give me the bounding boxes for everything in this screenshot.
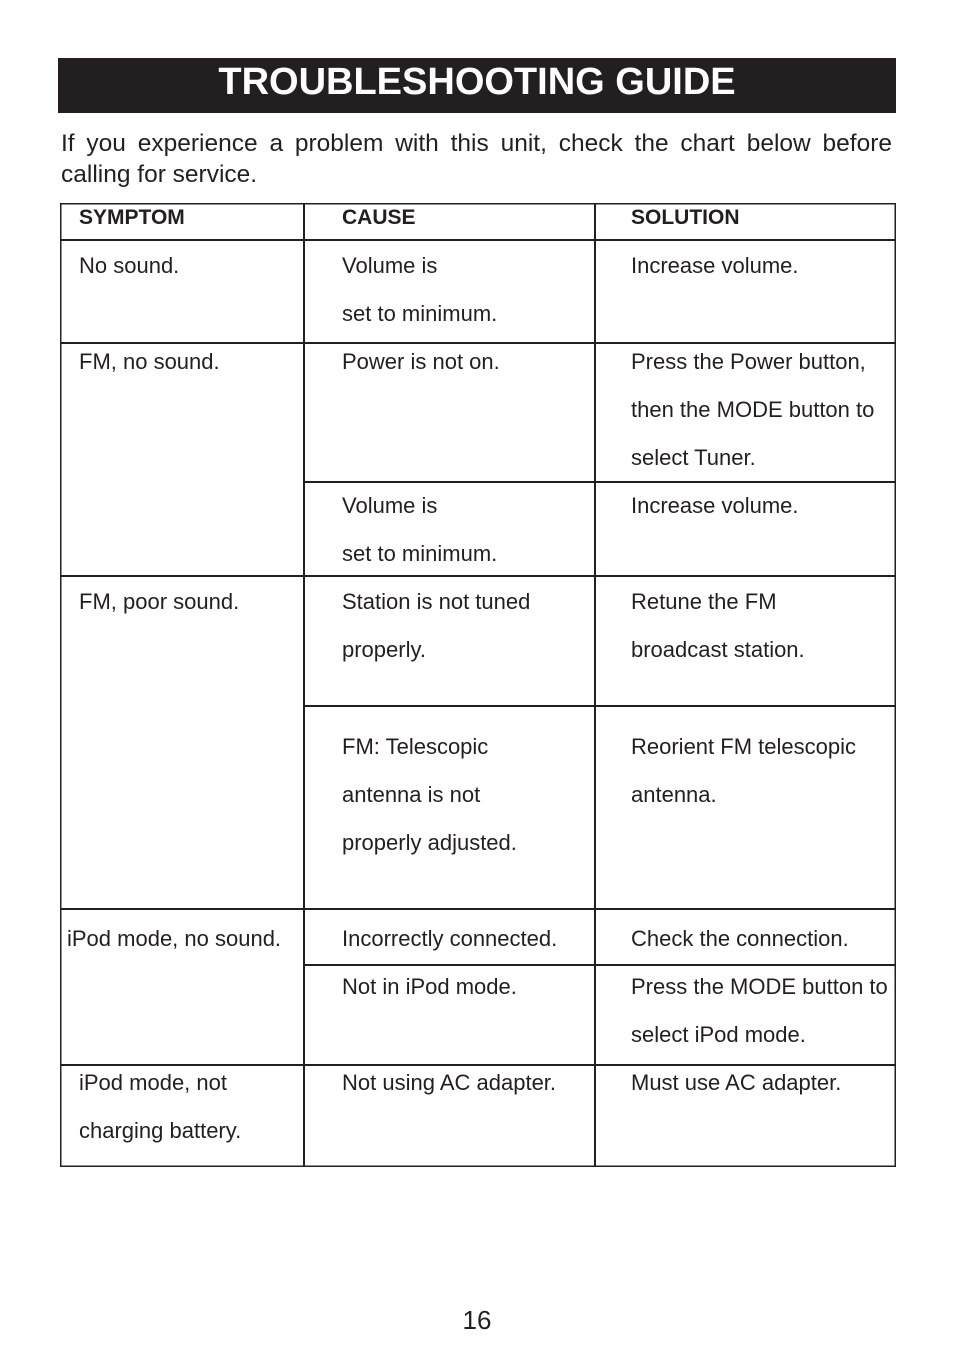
solution-cell: [631, 482, 893, 530]
cause-text: set to minimum.: [342, 301, 498, 326]
cause-cell: [342, 963, 592, 1011]
solution-text: Retune the FM: [631, 589, 777, 614]
cause-text: Power is not on.: [342, 349, 500, 374]
solution-cell: [631, 338, 893, 482]
symptom-cell: [79, 1059, 299, 1155]
solution-text: broadcast station.: [631, 637, 805, 662]
cause-cell: [342, 1059, 592, 1107]
solution-text: Must use AC adapter.: [631, 1070, 842, 1095]
cause-text: Incorrectly connected.: [342, 926, 558, 951]
solution-cell: [631, 578, 893, 674]
cause-text: properly adjusted.: [342, 830, 517, 855]
solution-cell: [631, 242, 893, 290]
cause-cell: [342, 723, 592, 867]
solution-text: antenna.: [631, 782, 717, 807]
solution-text: select Tuner.: [631, 445, 756, 470]
solution-text: Press the MODE button to: [631, 974, 888, 999]
header-solution: SOLUTION: [631, 206, 740, 229]
row-divider: [60, 239, 896, 241]
troubleshooting-table: [60, 203, 896, 1167]
symptom-text: FM, poor sound.: [79, 589, 240, 614]
cause-text: Station is not tuned: [342, 589, 531, 614]
cause-text: Not using AC adapter.: [342, 1070, 557, 1095]
cause-text: Volume is: [342, 253, 438, 278]
symptom-cell: [67, 915, 299, 963]
solution-cell: [631, 963, 893, 1059]
column-divider: [303, 203, 305, 1167]
solution-cell: [631, 723, 893, 819]
title-bar: [58, 58, 896, 113]
cause-text: antenna is not: [342, 782, 481, 807]
cause-cell: [342, 578, 592, 674]
header-symptom: SYMPTOM: [79, 206, 185, 229]
solution-text: Increase volume.: [631, 253, 799, 278]
solution-text: Reorient FM telescopic: [631, 734, 856, 759]
column-divider: [594, 203, 596, 1167]
row-divider: [60, 908, 896, 910]
solution-text: Press the Power button,: [631, 349, 866, 374]
cause-cell: [342, 915, 592, 963]
symptom-text: FM, no sound.: [79, 349, 220, 374]
symptom-cell: [79, 578, 299, 626]
solution-text: Check the connection.: [631, 926, 849, 951]
symptom-text: iPod mode, no sound.: [67, 926, 282, 951]
intro-paragraph: If you experience a problem with this unit, check the chart below before calling for service.: [61, 130, 892, 188]
cause-text: properly.: [342, 637, 426, 662]
solution-cell: [631, 915, 893, 963]
header-cause: CAUSE: [342, 206, 416, 229]
page-title: TROUBLESHOOTING GUIDE: [218, 61, 736, 103]
page-number: 16: [462, 1305, 492, 1335]
symptom-cell: [79, 338, 299, 386]
symptom-text: charging battery.: [79, 1118, 242, 1143]
symptom-text: iPod mode, not: [79, 1070, 227, 1095]
solution-text: then the MODE button to: [631, 397, 875, 422]
cause-text: set to minimum.: [342, 541, 498, 566]
row-divider: [304, 705, 896, 707]
cause-text: FM: Telescopic: [342, 734, 489, 759]
solution-text: select iPod mode.: [631, 1022, 806, 1047]
symptom-cell: [79, 242, 299, 290]
cause-cell: [342, 242, 592, 338]
symptom-text: No sound.: [79, 253, 180, 278]
cause-text: Volume is: [342, 493, 438, 518]
cause-cell: [342, 338, 592, 386]
cause-cell: [342, 482, 592, 578]
solution-text: Increase volume.: [631, 493, 799, 518]
cause-text: Not in iPod mode.: [342, 974, 517, 999]
solution-cell: [631, 1059, 893, 1107]
